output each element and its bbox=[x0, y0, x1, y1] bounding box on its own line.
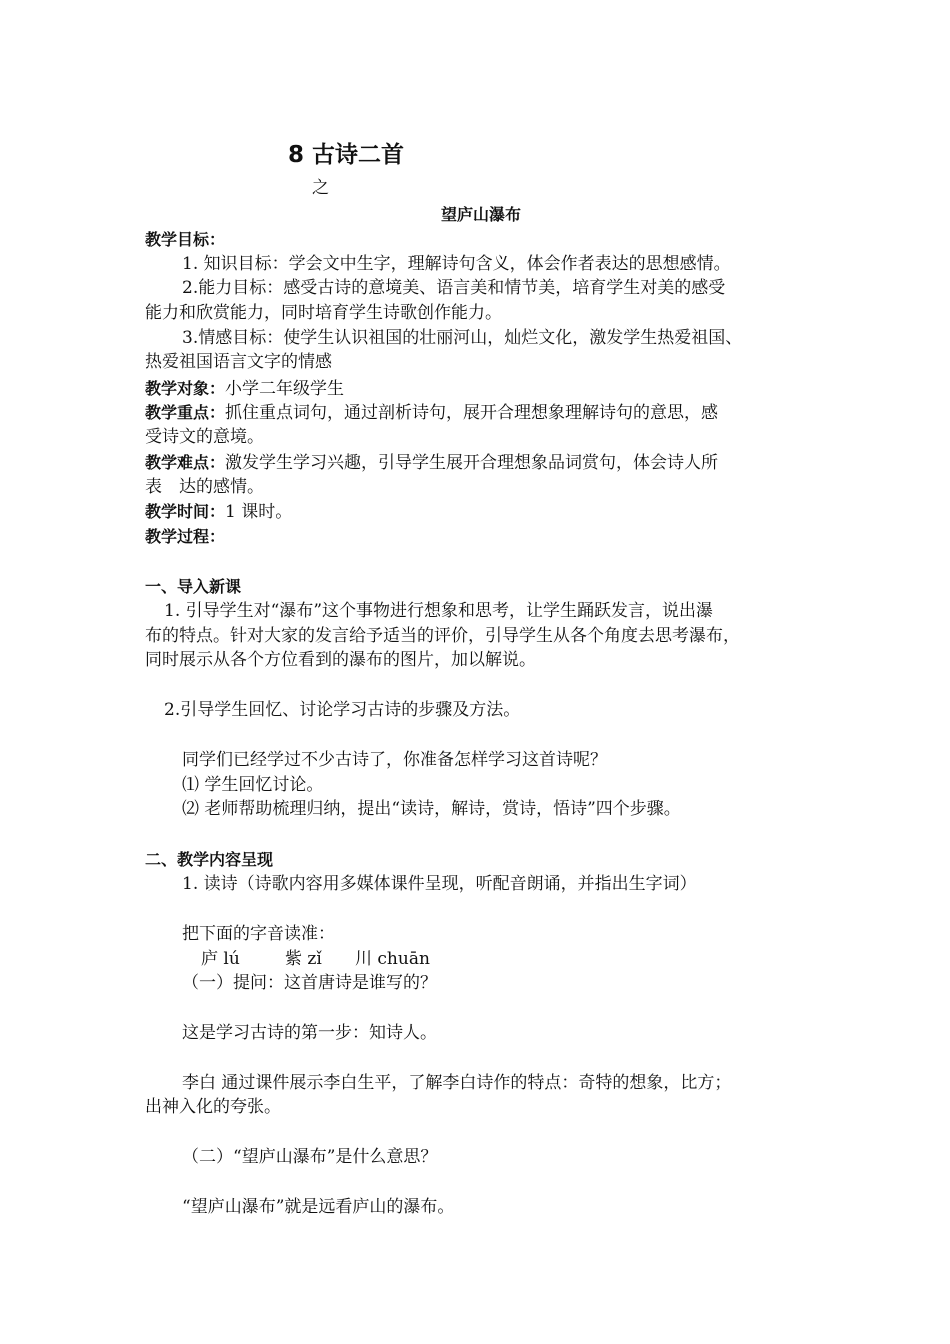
goal-3-line-1: 3.情感目标：使学生认识祖国的壮丽河山，灿烂文化，激发学生热爱祖国、 bbox=[182, 328, 743, 348]
key-line-2: 受诗文的意境。 bbox=[145, 427, 264, 447]
section-1-para-1-line-2: 布的特点。针对大家的发言给予适当的评价，引导学生从各个角度去思考瀑布， bbox=[145, 626, 740, 646]
pinyin-item: 川 chuān bbox=[355, 949, 430, 969]
difficulty-line-2: 表 达的感情。 bbox=[145, 477, 264, 497]
section-2-para-4: 这是学习古诗的第一步：知诗人。 bbox=[182, 1023, 437, 1043]
pinyin-item: 紫 zǐ bbox=[285, 949, 322, 969]
section-2-para-5-line-1: 李白 通过课件展示李白生平，了解李白诗作的特点：奇特的想象，比方； bbox=[182, 1073, 732, 1093]
section-1-heading: 一、导入新课 bbox=[145, 577, 242, 596]
target-text: 小学二年级学生 bbox=[225, 379, 345, 399]
section-1-para-1-line-3: 同时展示从各个方位看到的瀑布的图片，加以解说。 bbox=[145, 650, 536, 670]
section-2-para-1: 1. 读诗（诗歌内容用多媒体课件呈现，听配音朗诵，并指出生字词） bbox=[182, 874, 697, 894]
time-text: 1 课时。 bbox=[225, 502, 293, 522]
section-2-para-7: “望庐山瀑布”就是远看庐山的瀑布。 bbox=[182, 1197, 455, 1217]
goals-label: 教学目标： bbox=[145, 230, 226, 249]
key-row bbox=[145, 400, 718, 426]
key-label: 教学重点： bbox=[145, 403, 226, 422]
page-title: 8 古诗二首 bbox=[288, 142, 405, 168]
section-1-para-1-line-1: 1. 引导学生对“瀑布”这个事物进行想象和思考，让学生踊跃发言，说出瀑 bbox=[164, 601, 714, 621]
section-1-para-2: 2.引导学生回忆、讨论学习古诗的步骤及方法。 bbox=[164, 700, 521, 720]
section-1-para-3: 同学们已经学过不少古诗了，你准备怎样学习这首诗呢？ bbox=[182, 750, 607, 770]
section-2-para-5-line-2: 出神入化的夸张。 bbox=[145, 1097, 281, 1117]
section-1-step-2: ⑵ 老师帮助梳理归纳，提出“读诗，解诗，赏诗，悟诗”四个步骤。 bbox=[182, 799, 681, 819]
difficulty-row bbox=[145, 450, 718, 476]
target-row bbox=[145, 376, 344, 402]
goal-1: 1. 知识目标：学会文中生字，理解诗句含义，体会作者表达的思想感情。 bbox=[182, 254, 731, 274]
title-connector: 之 bbox=[312, 178, 329, 198]
section-2-para-2: 把下面的字音读准： bbox=[182, 924, 335, 944]
time-row bbox=[145, 499, 292, 525]
pinyin-row bbox=[201, 947, 430, 972]
difficulty-label: 教学难点： bbox=[145, 453, 226, 472]
difficulty-text: 激发学生学习兴趣，引导学生展开合理想象品词赏句，体会诗人所 bbox=[225, 453, 719, 473]
goal-2-line-2: 能力和欣赏能力，同时培育学生诗歌创作能力。 bbox=[145, 303, 502, 323]
time-label: 教学时间： bbox=[145, 502, 226, 521]
key-text: 抓住重点词句，通过剖析诗句，展开合理想象理解诗句的意思，感 bbox=[225, 403, 719, 423]
section-2-heading: 二、教学内容呈现 bbox=[145, 850, 274, 869]
process-label: 教学过程： bbox=[145, 527, 226, 546]
section-1-step-1: ⑴ 学生回忆讨论。 bbox=[182, 775, 324, 795]
section-2-question-2: （二）“望庐山瀑布”是什么意思？ bbox=[182, 1147, 438, 1167]
goal-2-line-1: 2.能力目标：感受古诗的意境美、语言美和情节美，培育学生对美的感受 bbox=[182, 278, 726, 298]
pinyin-item: 庐 lú bbox=[201, 949, 240, 969]
poem-subtitle: 望庐山瀑布 bbox=[441, 205, 522, 224]
goal-3-line-2: 热爱祖国语言文字的情感 bbox=[145, 352, 332, 372]
target-label: 教学对象： bbox=[145, 379, 226, 398]
section-2-question-1: （一）提问：这首唐诗是谁写的？ bbox=[182, 973, 437, 993]
